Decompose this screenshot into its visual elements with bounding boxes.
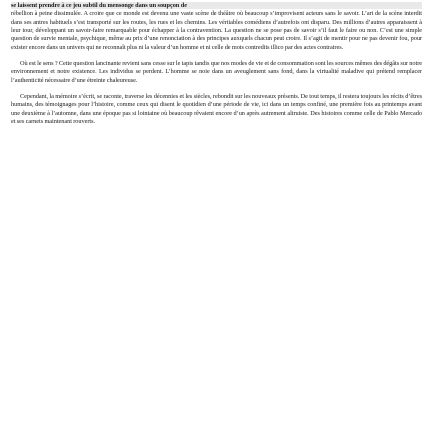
paragraph-spacer <box>11 52 422 60</box>
paragraph-rebellion: rébellion à peine dissimulée. A croire que ce monde est devenu une vaste scène de théâtre où beaucoup s’improvisent acteurs sans le savoir. L’art de la scène interdit dans ses antres habituels s’est transporté sur les routes, les rues et les chemins. Les véritables comédiens d’autrefois ont disparu. Des millions d’autres apparaissent à leur tour, développant un savoir-faire remarquable pour échapper à la contravention. La question ne se pose pas de savoir s’il faut le faire ou non. C’est une simple question de survie mentale, psychique, même au prix d’une renonciation à des principes auxquels chacun peut croire. Il s’agit de mentir pour ne pas devenir fou, pour exister encore dans un univers qui ne reconnaît plus ni la valeur d’un homme et ni celle de mots contredits illico par des actes contraires. <box>11 10 422 51</box>
highlighted-top-line: se laissent prendre à ce jeu subtil du mensonge dans un soupçon de <box>11 2 422 10</box>
paragraph-meaning: Où est le sens ? Cette question lancinante revient sans cesse sur le tapis tandis que nos modes de vie et de consommation sont les sources mêmes des dégâts sur notre environnement et notre existence. Les individus se perdent. L’homme se noie dans un aveuglement sans fond, dans la virtualité maladive qui prétend remplacer l’authenticité nécessaire d’une étreinte chaleureuse. <box>11 59 422 84</box>
paragraph-spacer <box>11 85 422 93</box>
text-column <box>11 2 422 126</box>
paragraph-memory: Cependant, la mémoire s’écrit, se raconte, traverse les décennies et les siècles, rebondit sur les nouveaux présents. De tout temps, il restera toujours les récits d’êtres humains, des témoignages pour l’histoire, comme ceux qui disent le quotidien d’une période de vie, ici dans un temps confiné, une première fois au printemps avant une deuxième à l’automne, dans une époque pas si lointaine où beaucoup rêvaient encore d’un après autrement altruiste. Des histoires comme celle de Pablo Mercado et ses carnets maintenant rouverts. <box>11 92 422 125</box>
